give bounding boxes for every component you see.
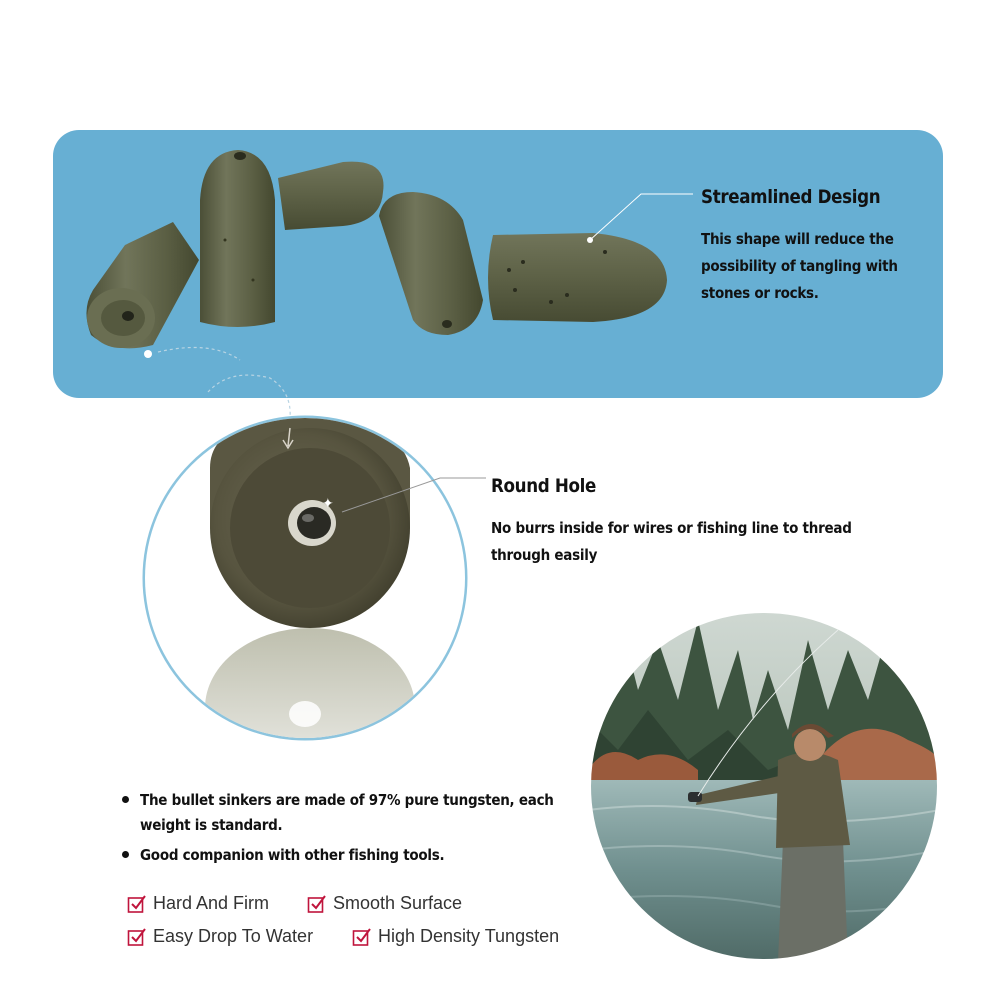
feature-label: Hard And Firm <box>153 893 270 913</box>
sinker-tilted <box>379 192 483 335</box>
check-box-icon <box>127 927 147 947</box>
feature-smooth-surface <box>307 893 462 914</box>
round-hole-closeup <box>140 408 480 748</box>
streamlined-design-title: Streamlined Design <box>701 186 881 208</box>
check-box-icon <box>352 927 372 947</box>
sinker-standing <box>200 150 275 327</box>
feature-hard-and-firm <box>127 893 269 914</box>
feature-easy-drop-to-water <box>127 926 313 947</box>
streamlined-design-description: This shape will reduce the possibility of tangling with stones or rocks. <box>701 230 898 302</box>
bullet-dot-icon <box>122 851 129 858</box>
sinker-left <box>86 222 199 348</box>
bullet-item <box>122 788 592 838</box>
round-hole-title: Round Hole <box>491 475 596 497</box>
feature-label: Easy Drop To Water <box>153 926 314 946</box>
bullet-item <box>122 843 592 868</box>
svg-text:✦: ✦ <box>322 496 334 512</box>
round-hole-description: No burrs inside for wires or fishing line to thread through easily <box>491 519 852 564</box>
feature-high-density-tungsten <box>352 926 559 947</box>
sinker-lying <box>488 233 667 322</box>
feature-label: High Density Tungsten <box>378 926 560 946</box>
bullet-dot-icon <box>122 796 129 803</box>
callout-line <box>590 194 693 240</box>
check-box-icon <box>307 894 327 914</box>
fishing-scene-photo <box>588 610 940 962</box>
check-box-icon <box>127 894 147 914</box>
feature-bullet-list <box>122 788 592 873</box>
sinker-back <box>278 162 384 230</box>
bullet-text: The bullet sinkers are made of 97% pure tungsten, each weight is standard. <box>140 791 554 834</box>
bullet-text: Good companion with other fishing tools. <box>140 846 445 864</box>
feature-label: Smooth Surface <box>333 893 463 913</box>
